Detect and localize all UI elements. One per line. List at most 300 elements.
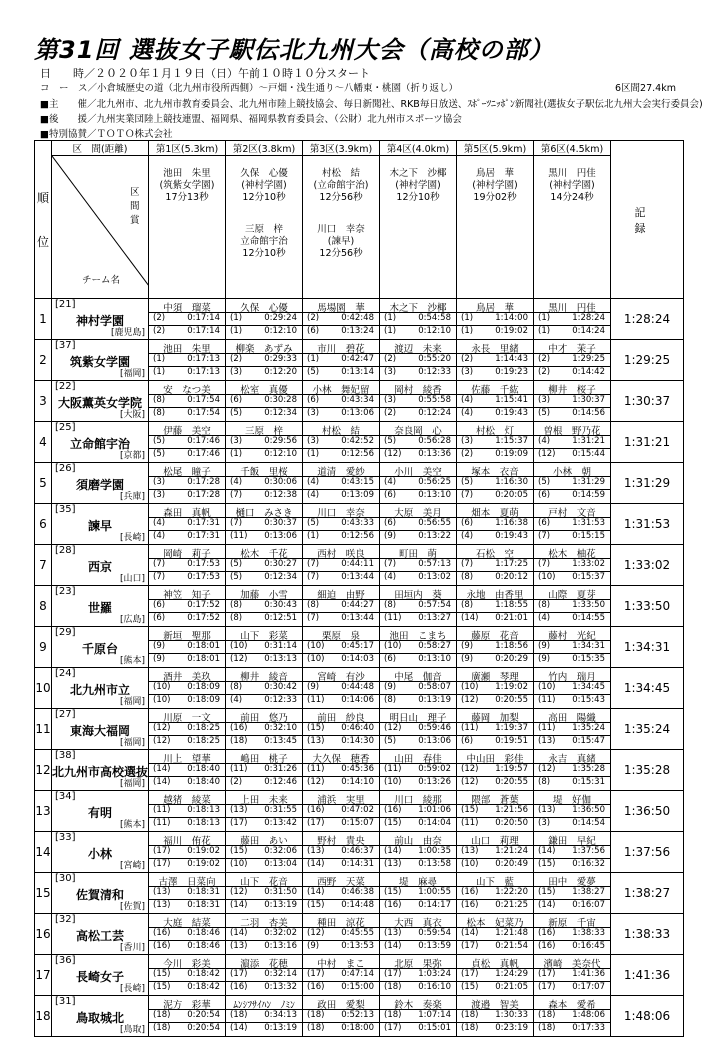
course-text: コ ー ス／小倉城歴史の道（北九州市役所西側）～戸畑・浅生通り～八幡東・桃園（折り返し） (40, 83, 459, 94)
cumulative-line (226, 927, 302, 941)
cumulative-time: 0:18:09 (187, 682, 220, 692)
team-rank: 7 (35, 545, 52, 586)
section-line (380, 530, 456, 544)
cumulative-rank: (4) (307, 477, 320, 487)
section-time: 0:14:48 (341, 900, 374, 910)
cumulative-time: 0:20:54 (187, 1010, 220, 1020)
runner-name: 福川 侑花 (163, 836, 211, 847)
runner-name: 上田 未来 (240, 795, 288, 806)
leg-cell (303, 627, 380, 668)
cumulative-line (303, 804, 379, 818)
cumulative-time: 1:07:14 (418, 1010, 451, 1020)
rank-header (35, 141, 52, 299)
cumulative-line (149, 599, 225, 613)
cumulative-rank: (3) (384, 395, 397, 405)
team-rank: 6 (35, 504, 52, 545)
team-cell (52, 504, 149, 545)
cumulative-line (149, 312, 225, 326)
cumulative-rank: (12) (538, 764, 556, 774)
cumulative-time: 0:32:10 (264, 723, 297, 733)
runner-name: 小林 舞妃留 (312, 385, 370, 396)
cumulative-line (303, 394, 379, 408)
section-time: 0:16:07 (572, 900, 605, 910)
cumulative-rank: (10) (538, 682, 556, 692)
team-prefecture: [佐賀] (119, 902, 145, 912)
cumulative-time: 1:15:37 (495, 436, 528, 446)
cumulative-time: 0:44:11 (341, 559, 374, 569)
runner-name: 小林 朝 (552, 467, 591, 478)
leg-cell (149, 668, 226, 709)
cumulative-time: 0:57:13 (418, 559, 451, 569)
cumulative-time: 1:16:38 (495, 518, 528, 528)
runner-name: 森田 真帆 (163, 508, 211, 519)
section-line (226, 571, 302, 585)
cumulative-line (534, 517, 610, 531)
cumulative-rank: (15) (384, 887, 402, 897)
section-rank: (4) (461, 531, 474, 541)
section-line (149, 653, 225, 667)
runner-name: 濱崎 美奈代 (543, 959, 601, 970)
cumulative-line (534, 353, 610, 367)
cumulative-rank: (12) (230, 887, 248, 897)
team-rank: 9 (35, 627, 52, 668)
cumulative-line (534, 968, 610, 982)
section-rank: (5) (230, 572, 243, 582)
cumulative-time: 0:31:26 (264, 764, 297, 774)
section-time: 0:13:44 (341, 572, 374, 582)
leg-cell (149, 299, 226, 340)
cumulative-line (380, 1009, 456, 1023)
section-rank: (10) (153, 695, 171, 705)
cumulative-time: 0:17:53 (187, 559, 220, 569)
section-time: 0:15:01 (418, 1023, 451, 1033)
cumulative-line (380, 763, 456, 777)
section-line (457, 448, 533, 462)
team-rank: 10 (35, 668, 52, 709)
runner-name: 酒井 美玖 (163, 672, 211, 683)
leg-prize-3 (303, 156, 380, 299)
section-line (457, 981, 533, 995)
section-time: 0:20:29 (495, 654, 528, 664)
cumulative-rank: (6) (538, 518, 551, 528)
total-time: 1:36:50 (611, 791, 684, 832)
team-prefecture: [鹿児島] (110, 328, 145, 338)
section-time: 0:15:00 (341, 982, 374, 992)
section-time: 0:13:19 (264, 1023, 297, 1033)
leg-cell (303, 873, 380, 914)
cumulative-time: 0:31:14 (264, 641, 297, 651)
leg-cell (534, 299, 611, 340)
team-number: [30] (55, 873, 76, 884)
leg-cell (149, 586, 226, 627)
cumulative-time: 0:56:55 (418, 518, 451, 528)
special-sponsor-line: ■特別協賛／ＴＯＴＯ株式会社 (40, 129, 173, 140)
prize-line: (神村学園) (472, 180, 518, 191)
cumulative-time: 1:03:24 (418, 969, 451, 979)
leg-cell (457, 996, 534, 1037)
prize-row (35, 156, 684, 299)
cumulative-line (534, 558, 610, 572)
cumulative-line (303, 640, 379, 654)
section-line (457, 776, 533, 790)
cumulative-rank: (15) (461, 805, 479, 815)
section-rank: (4) (461, 408, 474, 418)
section-line (303, 407, 379, 421)
section-time: 0:14:30 (341, 736, 374, 746)
cumulative-time: 0:44:48 (341, 682, 374, 692)
cumulative-time: 0:30:06 (264, 477, 297, 487)
cumulative-time: 0:56:28 (418, 436, 451, 446)
leg-cell (226, 545, 303, 586)
table-row (35, 381, 684, 422)
section-line (149, 407, 225, 421)
cumulative-line (303, 927, 379, 941)
cumulative-rank: (17) (230, 969, 248, 979)
cumulative-line (380, 353, 456, 367)
leg-cell (149, 791, 226, 832)
leg-cell (457, 545, 534, 586)
cumulative-rank: (17) (384, 969, 402, 979)
section-line (457, 817, 533, 831)
section-line (149, 735, 225, 749)
leg-cell (380, 504, 457, 545)
team-name: 諫早 (87, 519, 112, 533)
section-time: 0:12:10 (418, 326, 451, 336)
runner-name: 鈴木 奏楽 (394, 1000, 442, 1011)
table-row (35, 709, 684, 750)
leg-cell (380, 381, 457, 422)
section-line (380, 448, 456, 462)
runner-name: 細迫 由野 (317, 590, 365, 601)
section-time: 0:13:59 (418, 941, 451, 951)
section-line (457, 530, 533, 544)
team-name: 鳥取城北 (75, 1011, 124, 1025)
cumulative-rank: (13) (307, 846, 325, 856)
section-rank: (3) (538, 818, 551, 828)
cumulative-time: 1:37:56 (572, 846, 605, 856)
section-line (226, 981, 302, 995)
section-rank: (17) (538, 982, 556, 992)
runner-name: 中須 瑠菜 (163, 303, 211, 314)
section-time: 0:14:55 (572, 613, 605, 623)
runner-name: 前山 由奈 (394, 836, 442, 847)
section-line (534, 899, 610, 913)
cumulative-rank: (6) (307, 395, 320, 405)
runner-name: 永長 里緒 (471, 344, 519, 355)
runner-name: 山田 春佳 (394, 754, 442, 765)
leg-cell (380, 545, 457, 586)
section-line (457, 694, 533, 708)
section-time: 0:15:44 (572, 449, 605, 459)
leg-cell (149, 996, 226, 1037)
leg-cell (534, 422, 611, 463)
cumulative-time: 1:31:21 (572, 436, 605, 446)
team-rank: 12 (35, 750, 52, 791)
section-rank: (9) (153, 654, 166, 664)
team-number: [25] (55, 422, 76, 433)
runner-name: 柳楽 あずみ (235, 344, 293, 355)
cumulative-line (380, 845, 456, 859)
leg-cell (226, 627, 303, 668)
leg-cell (534, 709, 611, 750)
section-rank: (15) (153, 982, 171, 992)
team-name: 北九州市高校選抜 (52, 765, 149, 779)
cumulative-time: 1:30:33 (495, 1010, 528, 1020)
runner-name: 栗原 泉 (321, 631, 360, 642)
section-time: 0:19:02 (187, 859, 220, 869)
cumulative-line (534, 722, 610, 736)
prize-line: (諫早) (327, 236, 355, 247)
section-line (226, 448, 302, 462)
section-rank: (2) (538, 367, 551, 377)
cumulative-rank: (3) (307, 436, 320, 446)
team-rank: 17 (35, 955, 52, 996)
cumulative-time: 1:24:29 (495, 969, 528, 979)
section-line (457, 858, 533, 872)
section-rank: (13) (538, 736, 556, 746)
leg-cell (534, 873, 611, 914)
runner-name: 森本 愛希 (548, 1000, 596, 1011)
team-prefecture: [鳥取] (119, 1025, 145, 1035)
cumulative-line (534, 681, 610, 695)
prize-line: 12分10秒 (242, 248, 286, 259)
prize-line: (筑紫女学園) (159, 180, 215, 191)
cumulative-time: 0:55:20 (418, 354, 451, 364)
runner-name: 貞松 真帆 (471, 959, 519, 970)
cumulative-rank: (13) (538, 805, 556, 815)
cumulative-line (303, 681, 379, 695)
runner-name: 山際 夏芽 (548, 590, 596, 601)
leg-cell (534, 381, 611, 422)
section-time: 0:13:19 (264, 900, 297, 910)
section-line (226, 1022, 302, 1036)
section-rank: (7) (153, 572, 166, 582)
total-time: 1:33:50 (611, 586, 684, 627)
leg-cell (303, 668, 380, 709)
team-rank: 15 (35, 873, 52, 914)
cumulative-line (534, 476, 610, 490)
cumulative-time: 0:34:13 (264, 1010, 297, 1020)
runner-name: 新垣 聖那 (163, 631, 211, 642)
cumulative-time: 1:31:29 (572, 477, 605, 487)
cumulative-rank: (7) (461, 559, 474, 569)
team-number: [36] (55, 955, 76, 966)
cumulative-rank: (9) (384, 682, 397, 692)
cumulative-rank: (10) (384, 641, 402, 651)
section-line (380, 776, 456, 790)
section-line (303, 776, 379, 790)
cumulative-line (149, 1009, 225, 1023)
cumulative-line (380, 599, 456, 613)
cumulative-line (457, 353, 533, 367)
race-date: 日 時／２０２０年１月１９日（日）午前１０時１０分スタート (40, 67, 370, 80)
cumulative-rank: (11) (538, 723, 556, 733)
total-time: 1:35:24 (611, 709, 684, 750)
cumulative-time: 0:47:02 (341, 805, 374, 815)
section-time: 0:13:13 (264, 654, 297, 664)
section-line (534, 940, 610, 954)
prize-line: 12分56秒 (319, 192, 363, 203)
section-time: 0:15:35 (572, 654, 605, 664)
leg-cell (226, 586, 303, 627)
section-time: 0:17:31 (187, 531, 220, 541)
cumulative-line (457, 927, 533, 941)
section-rank: (10) (538, 572, 556, 582)
cumulative-line (457, 886, 533, 900)
cumulative-line (226, 517, 302, 531)
team-name: 高松工芸 (75, 929, 124, 943)
team-cell (52, 832, 149, 873)
section-time: 0:14:04 (418, 818, 451, 828)
leg-cell (149, 873, 226, 914)
table-row (35, 750, 684, 791)
cumulative-rank: (9) (538, 641, 551, 651)
section-time: 0:19:02 (495, 326, 528, 336)
section-line (380, 858, 456, 872)
cumulative-line (457, 1009, 533, 1023)
leg-cell (303, 832, 380, 873)
section-line (303, 940, 379, 954)
cumulative-rank: (1) (538, 313, 551, 323)
section-rank: (18) (230, 736, 248, 746)
cumulative-line (226, 558, 302, 572)
runner-name: 野村 貴央 (317, 836, 365, 847)
cumulative-time: 1:30:37 (572, 395, 605, 405)
runner-name: 町田 萌 (398, 549, 437, 560)
runner-name: 松本 妃菜乃 (466, 918, 524, 929)
leg-prize-4 (380, 156, 457, 299)
runner-name: 田中 愛夢 (548, 877, 596, 888)
leg-cell (226, 422, 303, 463)
cumulative-time: 0:46:37 (341, 846, 374, 856)
prize-line: 木之下 沙椰 (389, 168, 447, 179)
runner-name: 松木 柚花 (548, 549, 596, 560)
section-rank: (4) (384, 572, 397, 582)
leg-cell (534, 627, 611, 668)
runner-name: 鳥居 華 (475, 303, 514, 314)
cumulative-rank: (7) (153, 559, 166, 569)
section-line (380, 899, 456, 913)
team-cell (52, 914, 149, 955)
section-line (149, 530, 225, 544)
team-name: 小林 (87, 847, 112, 861)
cumulative-rank: (1) (307, 354, 320, 364)
leg-cell (226, 299, 303, 340)
section-time: 0:14:24 (572, 326, 605, 336)
cumulative-rank: (4) (153, 518, 166, 528)
cumulative-line (226, 476, 302, 490)
leg-cell (380, 709, 457, 750)
runner-name: 伊藤 美空 (163, 426, 211, 437)
leg-prize-2 (226, 156, 303, 299)
team-cell (52, 463, 149, 504)
cumulative-line (380, 517, 456, 531)
cumulative-time: 0:43:15 (341, 477, 374, 487)
prize-line: (神村学園) (395, 180, 441, 191)
runner-name: 新原 千宙 (548, 918, 596, 929)
table-row (35, 422, 684, 463)
section-line (149, 571, 225, 585)
section-time: 0:13:26 (418, 777, 451, 787)
section-line (534, 653, 610, 667)
cumulative-time: 1:21:24 (495, 846, 528, 856)
cumulative-time: 1:18:55 (495, 600, 528, 610)
section-rank: (18) (538, 1023, 556, 1033)
section-line (457, 325, 533, 339)
cumulative-line (534, 1009, 610, 1023)
section-line (303, 817, 379, 831)
cumulative-rank: (13) (153, 887, 171, 897)
cumulative-rank: (8) (461, 600, 474, 610)
cumulative-time: 1:18:56 (495, 641, 528, 651)
section-time: 0:15:37 (572, 572, 605, 582)
runner-name: 戸村 文音 (548, 508, 596, 519)
table-row (35, 586, 684, 627)
runner-name: 川上 望華 (163, 754, 211, 765)
team-number: [28] (55, 545, 76, 556)
section-rank: (10) (307, 654, 325, 664)
cumulative-time: 0:19:02 (187, 846, 220, 856)
runner-name: 川口 幸奈 (317, 508, 365, 519)
cumulative-line (380, 558, 456, 572)
cumulative-time: 0:42:47 (341, 354, 374, 364)
leg-cell (303, 381, 380, 422)
cumulative-time: 0:58:27 (418, 641, 451, 651)
section-line (303, 489, 379, 503)
cumulative-rank: (16) (230, 723, 248, 733)
prize-label: 区間賞 (130, 187, 140, 226)
section-rank: (3) (307, 408, 320, 418)
record-header (611, 141, 684, 299)
cumulative-time: 0:57:54 (418, 600, 451, 610)
cumulative-time: 0:18:46 (187, 928, 220, 938)
runner-name: 高田 陽織 (548, 713, 596, 724)
cumulative-line (457, 558, 533, 572)
cumulative-rank: (12) (384, 723, 402, 733)
table-row (35, 832, 684, 873)
runner-name: 二羽 杏美 (240, 918, 288, 929)
cumulative-time: 0:29:33 (264, 354, 297, 364)
section-rank: (13) (153, 900, 171, 910)
section-rank: (9) (307, 941, 320, 951)
cumulative-line (534, 435, 610, 449)
cumulative-time: 1:35:24 (572, 723, 605, 733)
cumulative-rank: (11) (153, 805, 171, 815)
cumulative-rank: (5) (461, 477, 474, 487)
leg-prize-6 (534, 156, 611, 299)
leg-cell (457, 504, 534, 545)
team-prefecture: [長崎] (119, 533, 145, 543)
cumulative-line (380, 968, 456, 982)
team-name: 須磨学園 (75, 478, 124, 492)
section-line (380, 489, 456, 503)
section-time: 0:13:42 (264, 818, 297, 828)
cumulative-line (380, 804, 456, 818)
section-line (149, 489, 225, 503)
section-time: 0:12:38 (264, 490, 297, 500)
cumulative-time: 0:30:27 (264, 559, 297, 569)
runner-name: 山下 花音 (240, 877, 288, 888)
cumulative-rank: (2) (230, 354, 243, 364)
prize-line: 久保 心優 (240, 168, 288, 179)
team-cell (52, 996, 149, 1037)
cumulative-time: 0:18:40 (187, 764, 220, 774)
team-prefecture: [宮崎] (119, 861, 145, 871)
cumulative-rank: (7) (230, 518, 243, 528)
leg-cell (303, 340, 380, 381)
cumulative-line (303, 312, 379, 326)
section-line (380, 940, 456, 954)
